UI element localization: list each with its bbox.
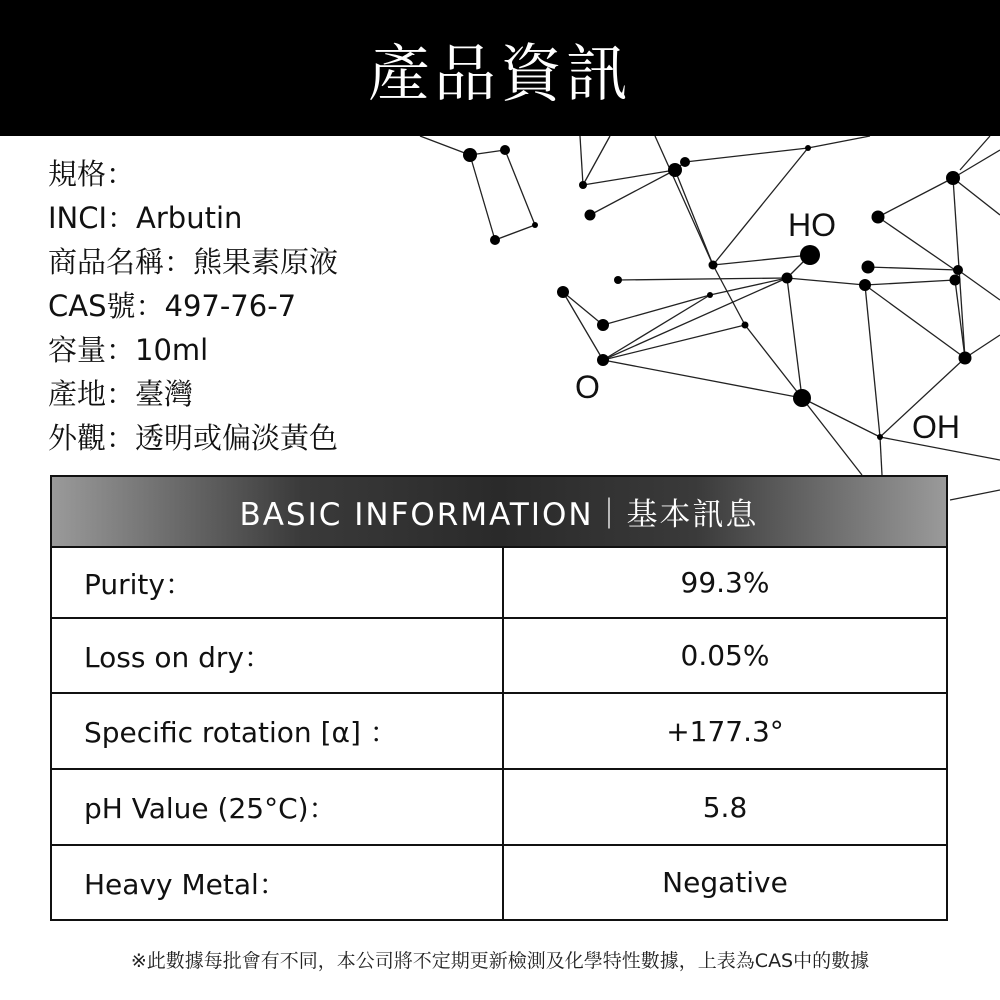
page-title: 產品資訊 <box>367 36 632 110</box>
row-value-specific-rotation: +177.3° <box>666 714 784 748</box>
spec-inci: INCI：Arbutin <box>48 201 243 235</box>
row-label-purity: Purity： <box>52 548 504 617</box>
table-row <box>52 546 946 617</box>
row-value-heavy-metal: Negative <box>662 866 788 899</box>
spec-appearance: 外觀：透明或偏淡黃色 <box>48 421 339 455</box>
row-label-specific-rotation: Specific rotation [α] ： <box>52 694 504 768</box>
spec-list <box>48 152 338 460</box>
row-value-purity: 99.3% <box>680 566 770 599</box>
spec-origin: 產地：臺灣 <box>48 377 194 411</box>
table-row <box>52 768 946 844</box>
page-header <box>0 0 1000 136</box>
spec-volume: 容量：10ml <box>48 333 209 367</box>
row-label-heavy-metal: Heavy Metal： <box>52 846 504 919</box>
molecule-label-o: O <box>575 369 600 405</box>
table-row <box>52 617 946 692</box>
row-value-ph-value: 5.8 <box>702 790 748 824</box>
footnote: ※此數據每批會有不同，本公司將不定期更新檢測及化學特性數據，上表為CAS中的數據 <box>130 950 870 972</box>
molecule-label-oh: OH <box>912 409 960 445</box>
spec-heading: 規格： <box>48 157 136 191</box>
spec-cas-number: CAS號：497-76-7 <box>48 289 297 323</box>
table-row <box>52 692 946 768</box>
row-label-ph-value: pH Value (25°C)： <box>52 770 504 844</box>
row-label-loss-on-dry: Loss on dry： <box>52 619 504 692</box>
table-title: BASIC INFORMATION｜基本訊息 <box>52 477 946 546</box>
row-value-loss-on-dry: 0.05% <box>680 639 770 672</box>
basic-information-table <box>50 475 948 921</box>
spec-product-name: 商品名稱：熊果素原液 <box>48 245 339 279</box>
table-row <box>52 844 946 919</box>
molecule-label-ho: HO <box>788 207 836 243</box>
